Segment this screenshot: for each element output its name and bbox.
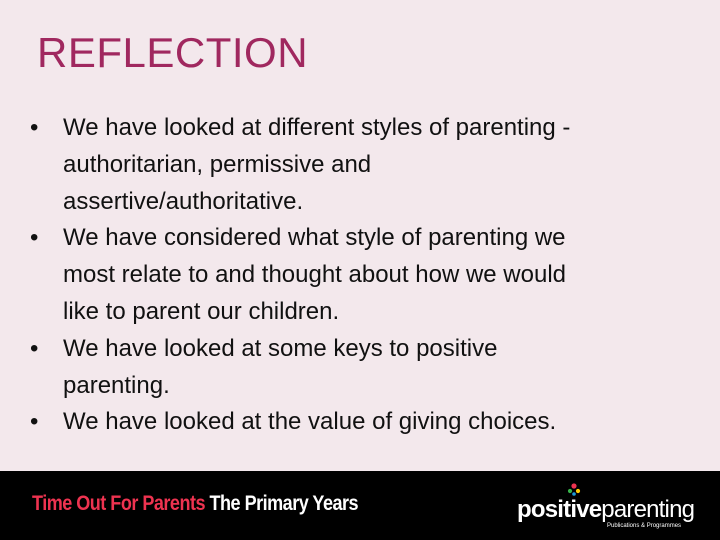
bullet-line: assertive/authoritative. [63, 187, 304, 215]
footer-bar [0, 471, 720, 540]
bullet-item [30, 331, 670, 405]
logo-tagline: Publications & Programmes [607, 523, 682, 529]
bullet-list [30, 110, 670, 441]
bullet-marker: • [30, 114, 39, 141]
bullet-line: We have looked at different styles of parenting - [63, 114, 571, 141]
logo-figure-icon [567, 483, 581, 497]
bullet-line: most relate to and thought about how we would [63, 261, 566, 289]
bullet-line: We have looked at some keys to positive [63, 334, 498, 362]
bullet-line: parenting. [63, 371, 170, 399]
bullet-line: We have looked at the value of giving choices. [63, 408, 557, 436]
bullet-item [30, 404, 670, 441]
logo-wordmark-light: parenting [601, 496, 695, 523]
bullet-item [30, 220, 670, 330]
logo-wordmark-bold: positive [517, 496, 602, 523]
bullet-line: like to parent our children. [63, 297, 340, 325]
bullet-marker: • [30, 408, 39, 436]
logo-wordmark [517, 497, 694, 523]
slide-title: REFLECTION [37, 29, 309, 76]
bullet-marker: • [30, 224, 39, 252]
bullet-line: We have considered what style of parenting we [63, 224, 566, 252]
program-title-red: Time Out For Parents [32, 492, 206, 515]
bullet-marker: • [30, 334, 39, 362]
bullet-item [30, 110, 670, 220]
bullet-line: authoritarian, permissive and [63, 150, 372, 178]
positive-parenting-logo [517, 483, 695, 531]
program-title-white: The Primary Years [209, 492, 359, 515]
program-title [32, 491, 358, 517]
